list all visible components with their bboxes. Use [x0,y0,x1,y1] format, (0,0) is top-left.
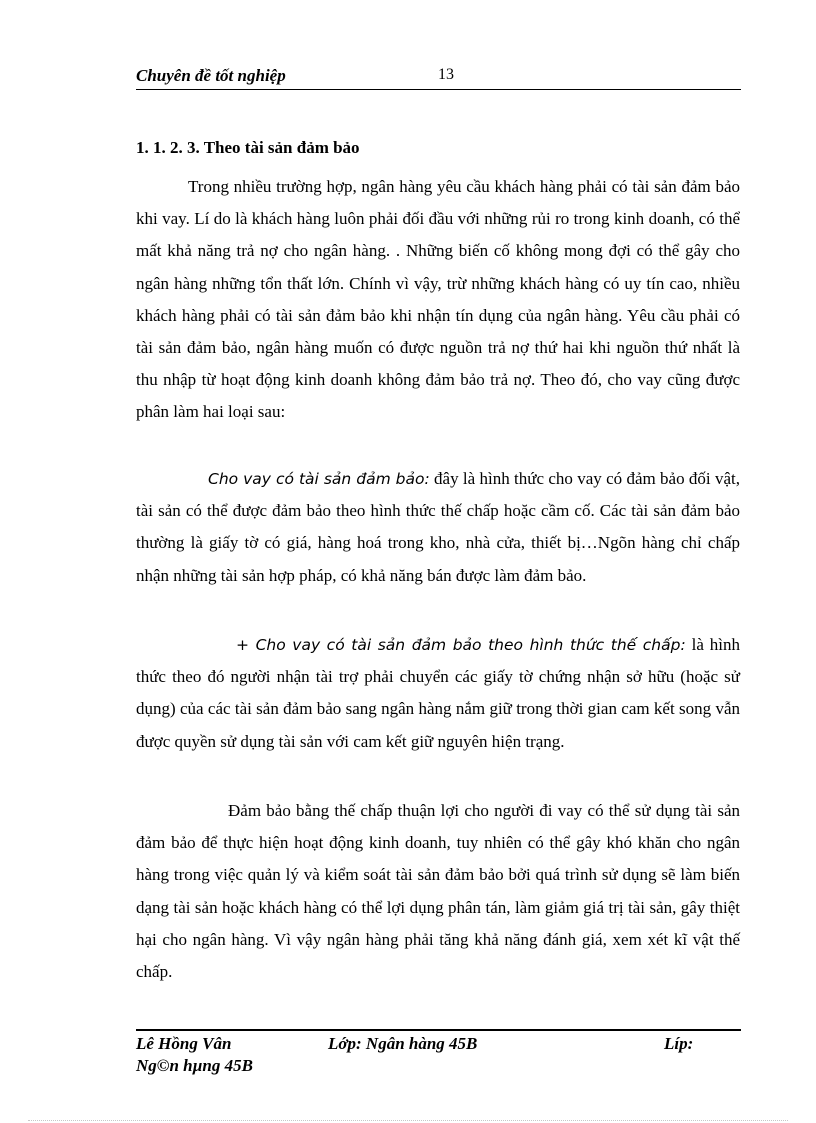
paragraph-mortgage-advantages [136,795,740,988]
paragraph-intro [136,171,740,429]
paragraph-intro-text: Trong nhiều trường hợp, ngân hàng yêu cầu khách hàng phải có tài sản đảm bảo khi vay. Lí do là khách hàng luôn phải đối đầu với những rủi ro trong kinh doanh, có thể mất khả năng trả nợ cho ngân hàng. . Những biến cố không mong đợi có thể gây cho ngân hàng những tổn thất lớn. Chính vì vậy, trừ những khách hàng có uy tín cao, nhiều khách hàng phải có tài sản đảm bảo khi nhận tín dụng của ngân hàng. Yêu cầu phải có tài sản đảm bảo, ngân hàng muốn có được nguồn trả nợ thứ hai khi nguồn thứ nhất là thu nhập từ hoạt động kinh doanh không đảm bảo trả nợ. Theo đó, cho vay cũng được phân làm hai loại sau: [136,177,740,422]
header-divider [136,89,741,90]
page-number: 13 [438,66,454,83]
secured-loan-term: Cho vay có tài sản đảm bảo: [208,470,430,488]
mortgage-text: là hình thức theo đó người nhận tài trợ phải chuyển các giấy tờ chứng nhận sở hữu (hoặc sử dụng) của các tài sản đảm bảo sang ngân hàng nắm giữ trong thời gian cam kết song vẫn được quyền sử dụng tài sản với cam kết giữ nguyên hiện trạng. [136,635,740,751]
footer-label: Líp: [664,1034,694,1053]
footer-class: Lớp: Ngân hàng 45B [328,1034,478,1053]
mortgage-term: + Cho vay có tài sản đảm bảo theo hình thức thế chấp: [236,636,686,654]
footer-course: Ng©n hµng 45B [136,1056,253,1075]
header-title: Chuyên đề tốt nghiệp [136,66,286,85]
paragraph-mortgage-advantages-text: Đảm bảo bằng thế chấp thuận lợi cho người đi vay có thể sử dụng tài sản đảm bảo để thực hiện hoạt động kinh doanh, tuy nhiên có thể gây khó khăn cho ngân hàng trong việc quản lý và kiểm soát tài sản đảm bảo bởi quá trình sử dụng sẽ làm biến dạng tài sản hoặc khách hàng có thể lợi dụng phân tán, làm giảm giá trị tài sản, gây thiệt hại cho ngân hàng. Vì vậy ngân hàng phải tăng khả năng đánh giá, xem xét kĩ vật thế chấp. [136,801,740,982]
secured-loan-text: đây là hình thức cho vay có đảm bảo đối vật, tài sản có thể được đảm bảo theo hình thức thế chấp hoặc cầm cố. Các tài sản đảm bảo thường là giấy tờ có giá, hàng hoá trong kho, nhà cửa, thiết bị…Ngõn hàng chỉ chấp nhận những tài sản hợp pháp, có khả năng bán được làm đảm bảo. [136,469,740,585]
paragraph-secured-loan [136,463,740,592]
footer-divider [136,1029,741,1031]
section-heading: 1. 1. 2. 3. Theo tài sản đảm bảo [136,138,360,157]
footer-author: Lê Hồng Vân [136,1034,232,1053]
paragraph-mortgage [136,629,740,758]
page-bottom-border [28,1120,788,1121]
